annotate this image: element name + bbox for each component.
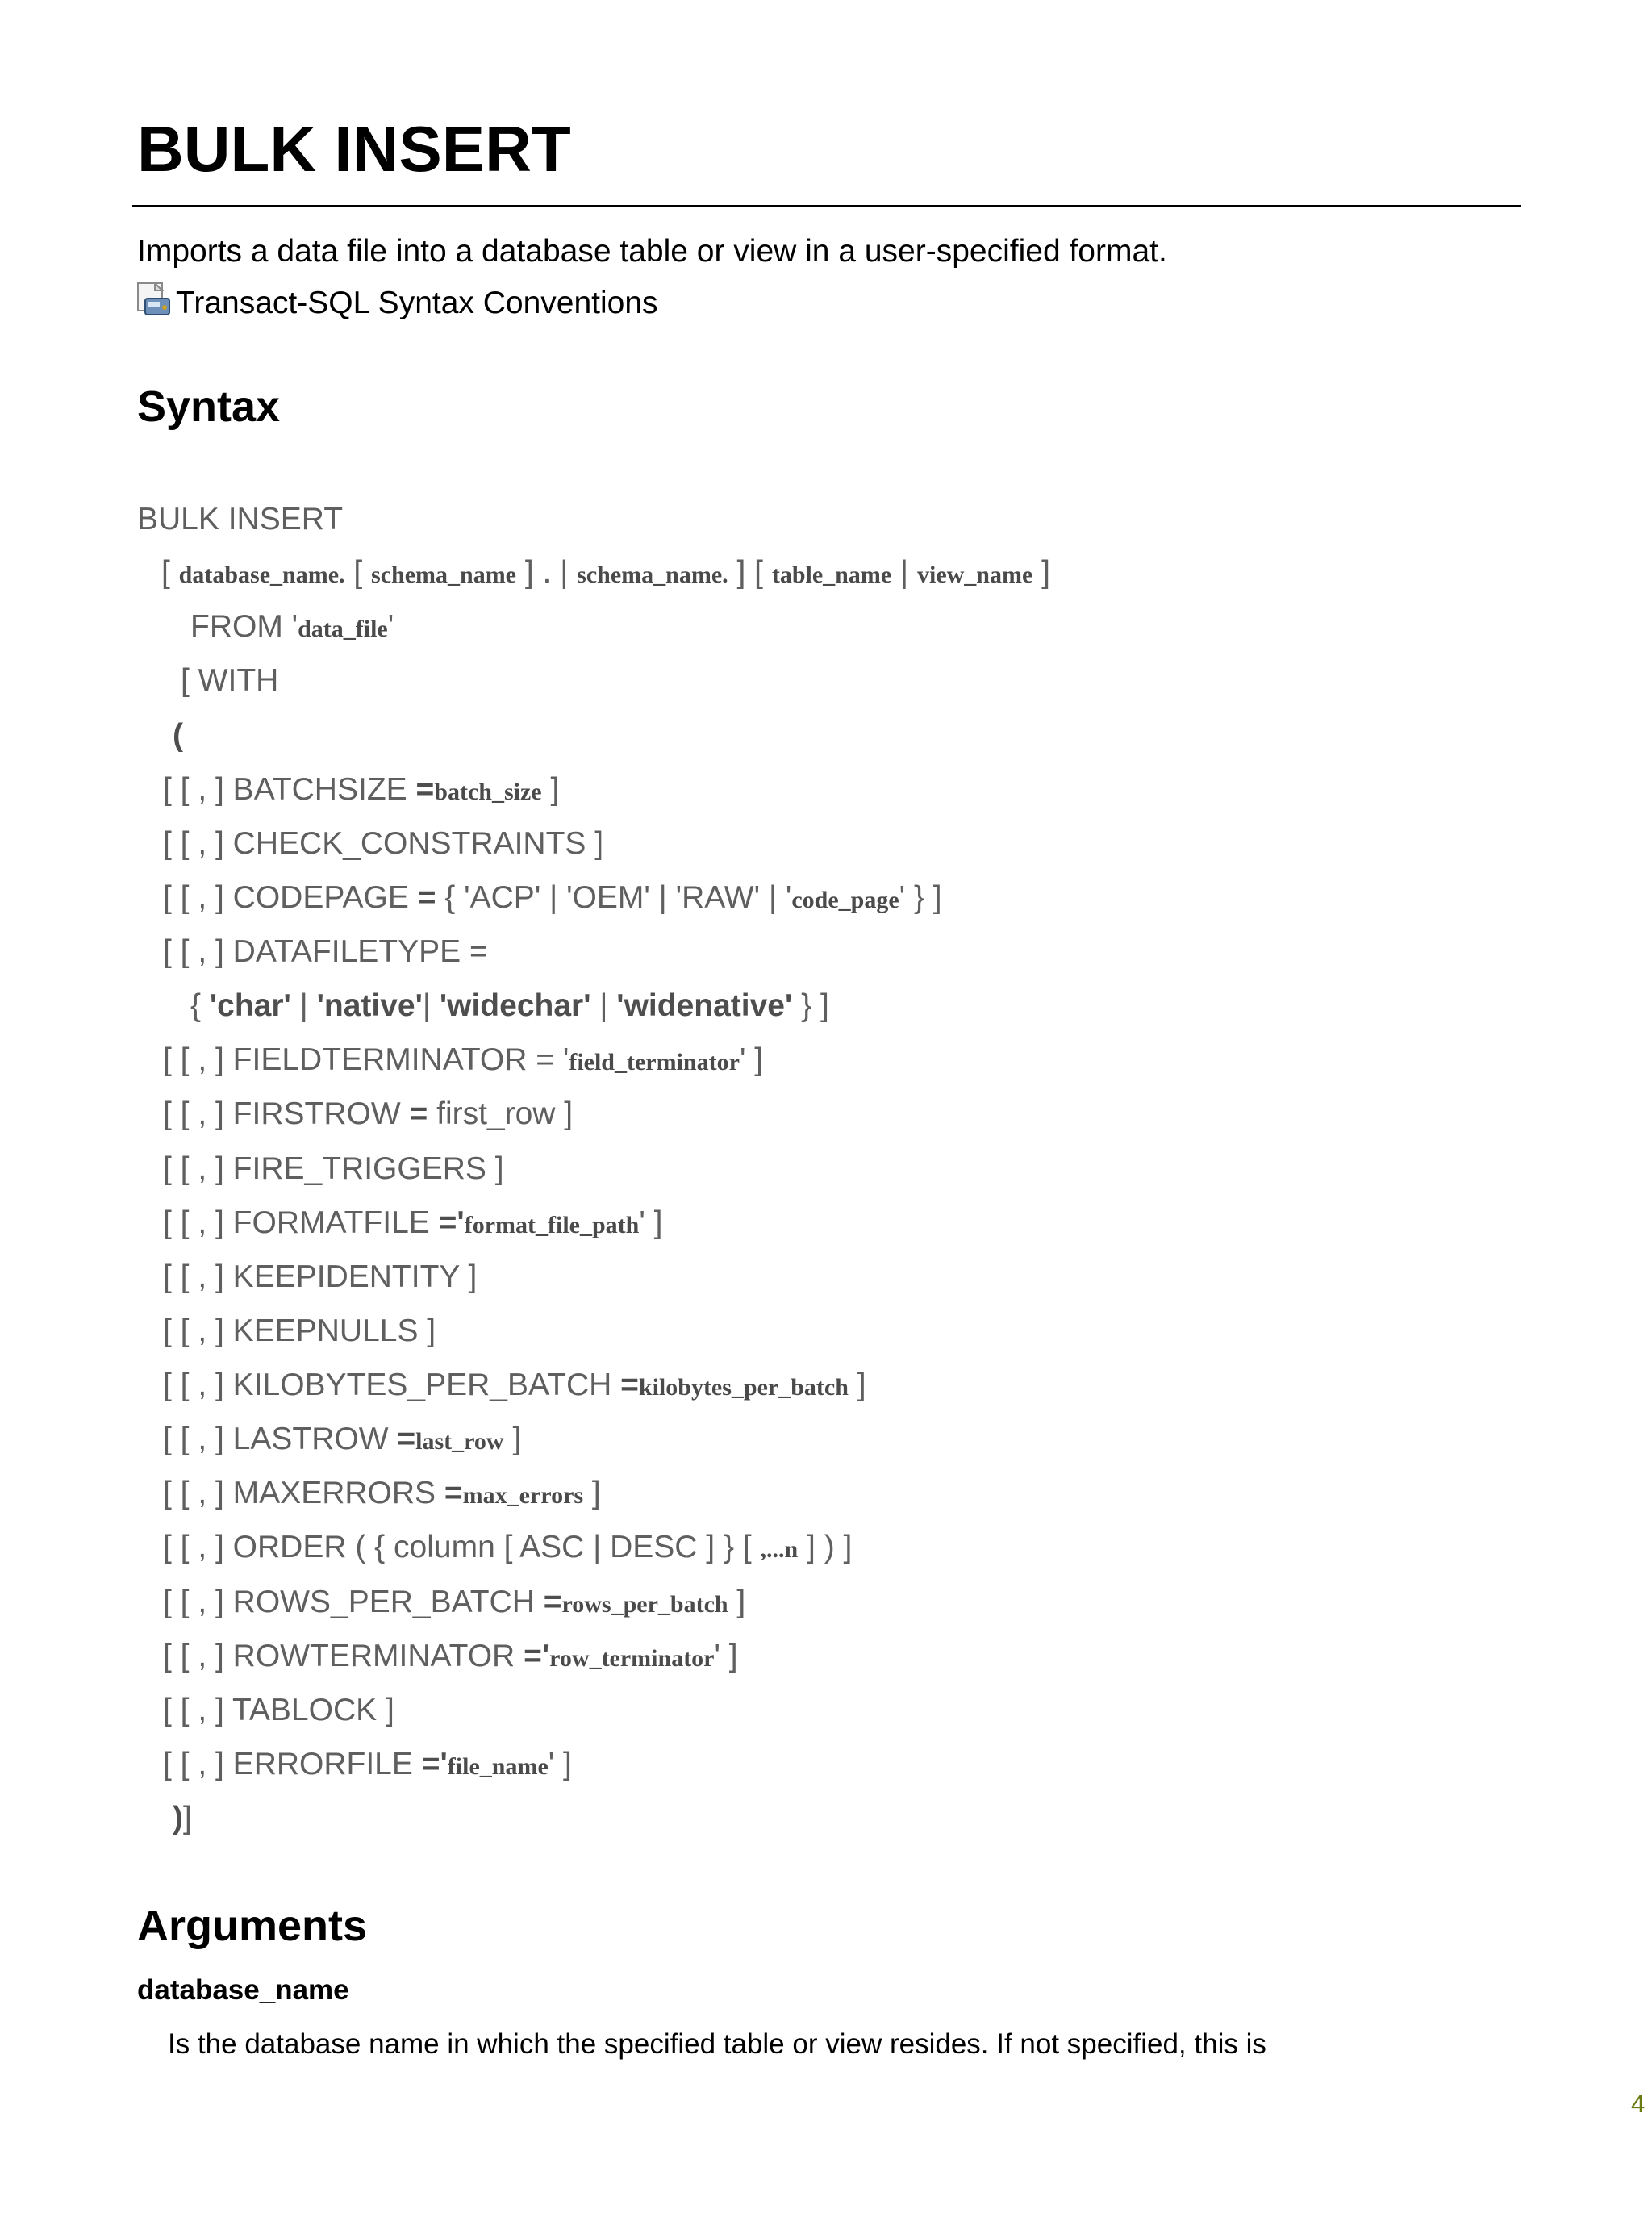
page-title: BULK INSERT [137, 113, 571, 185]
syntax-line: [ database_name. [ schema_name ] . | schema_name. ] [ table_name | view_name ] [161, 555, 1050, 590]
page-number: 4 [1631, 2090, 1646, 2118]
syntax-line: [ [ , ] FIELDTERMINATOR = 'field_terminator' ] [163, 1042, 764, 1077]
syntax-line: )] [173, 1801, 192, 1836]
syntax-line: [ [ , ] KILOBYTES_PER_BATCH =kilobytes_per_batch ] [163, 1368, 866, 1402]
syntax-line: [ WITH [181, 663, 279, 698]
syntax-line: BULK INSERT [137, 502, 344, 537]
syntax-line: [ [ , ] TABLOCK ] [163, 1693, 394, 1727]
syntax-line: [ [ , ] LASTROW =last_row ] [163, 1422, 522, 1456]
syntax-heading: Syntax [137, 382, 281, 431]
title-divider [132, 205, 1521, 207]
syntax-line: FROM 'data_file' [190, 609, 394, 644]
syntax-line: [ [ , ] KEEPIDENTITY ] [163, 1259, 478, 1294]
syntax-line: { 'char' | 'native'| 'widechar' | 'widenative' } ] [190, 988, 829, 1023]
syntax-line: [ [ , ] ROWTERMINATOR ='row_terminator' ] [163, 1639, 738, 1673]
conventions-link[interactable] [137, 284, 658, 323]
intro-paragraph: Imports a data file into a database table or view in a user-specified format. [137, 234, 1167, 269]
argument-description: Is the database name in which the specified table or view resides. If not specified, this is [168, 2028, 1266, 2060]
syntax-line: [ [ , ] MAXERRORS =max_errors ] [163, 1476, 601, 1510]
argument-term: database_name [137, 1974, 349, 2006]
syntax-line: [ [ , ] DATAFILETYPE = [163, 934, 488, 969]
syntax-line: [ [ , ] ROWS_PER_BATCH =rows_per_batch ] [163, 1585, 746, 1619]
syntax-line: [ [ , ] BATCHSIZE =batch_size ] [163, 772, 560, 807]
syntax-line: [ [ , ] CODEPAGE = { 'ACP' | 'OEM' | 'RAW' | 'code_page' } ] [163, 880, 942, 915]
conventions-link-text[interactable]: Transact-SQL Syntax Conventions [176, 286, 658, 320]
broken-image-icon [137, 282, 174, 318]
syntax-line: [ [ , ] FORMATFILE ='format_file_path' ] [163, 1205, 663, 1240]
syntax-line: [ [ , ] CHECK_CONSTRAINTS ] [163, 826, 604, 861]
syntax-line: [ [ , ] ORDER ( { column [ ASC | DESC ] } [ ,...n ] ) ] [163, 1530, 853, 1564]
syntax-line: [ [ , ] KEEPNULLS ] [163, 1313, 436, 1348]
syntax-line: [ [ , ] FIRSTROW = first_row ] [163, 1096, 574, 1131]
syntax-line: [ [ , ] FIRE_TRIGGERS ] [163, 1151, 504, 1186]
arguments-heading: Arguments [137, 1902, 368, 1950]
syntax-line: [ [ , ] ERRORFILE ='file_name' ] [163, 1747, 572, 1781]
syntax-line: ( [173, 718, 183, 753]
